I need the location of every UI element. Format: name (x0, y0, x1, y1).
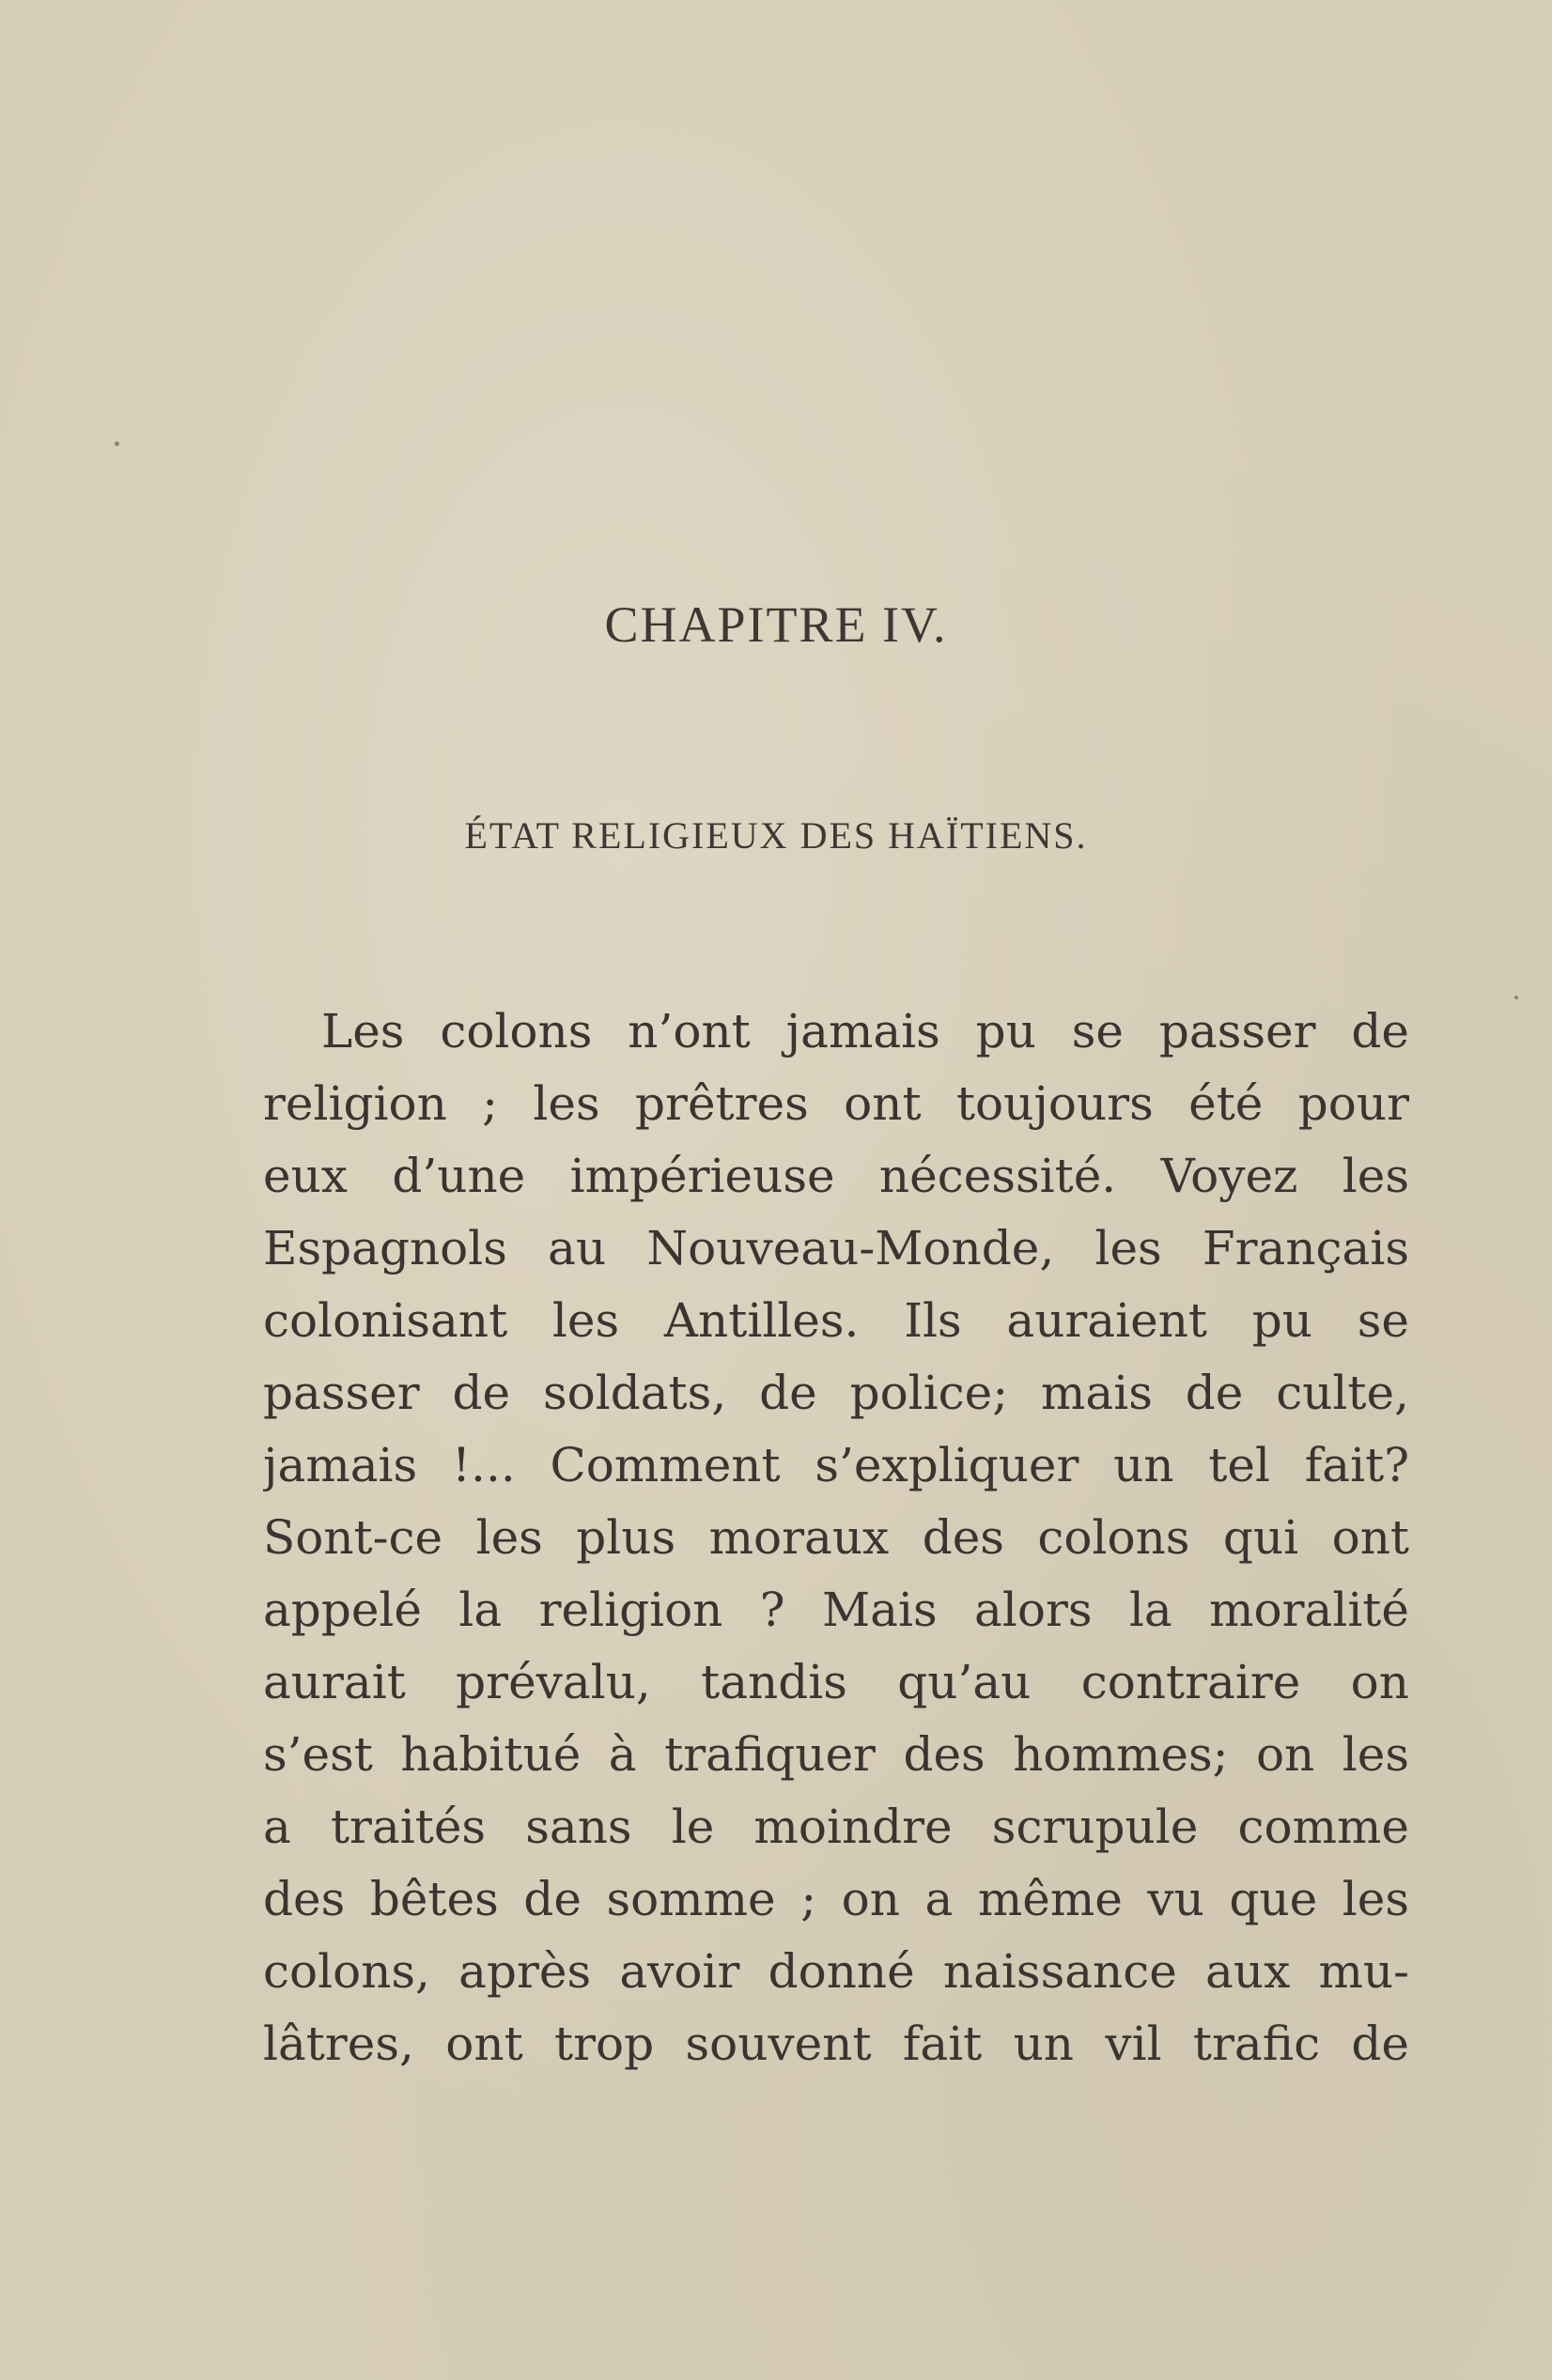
text-line: des bêtes de somme ; on a même vu que les (263, 1872, 1409, 1926)
paper-speck (115, 441, 119, 446)
chapter-heading: CHAPITRE IV. (604, 596, 948, 653)
text-line: jamais !... Comment s’expliquer un tel fait? (263, 1438, 1409, 1492)
text-line: passer de soldats, de police; mais de culte, (263, 1366, 1409, 1420)
text-line: colons, après avoir donné naissance aux mu- (263, 1944, 1409, 1999)
text-line: aurait prévalu, tandis qu’au contraire on (263, 1655, 1409, 1709)
text-line: appelé la religion ? Mais alors la moralité (263, 1583, 1409, 1637)
text-line: s’est habitué à trafiquer des hommes; on les (263, 1727, 1409, 1782)
text-line: lâtres, ont trop souvent fait un vil trafic de (263, 2017, 1409, 2071)
text-line: colonisant les Antilles. Ils auraient pu se (263, 1293, 1409, 1348)
text-line: Sont-ce les plus moraux des colons qui ont (263, 1510, 1409, 1565)
text-line: Les colons n’ont jamais pu se passer de (321, 1004, 1409, 1059)
paper-speck (1514, 996, 1518, 999)
body-paragraph (263, 996, 1409, 2080)
chapter-subheading: ÉTAT RELIGIEUX DES HAÏTIENS. (464, 814, 1088, 857)
text-line: religion ; les prêtres ont toujours été pour (263, 1076, 1409, 1131)
text-line: eux d’une impérieuse nécessité. Voyez les (263, 1149, 1409, 1203)
text-line: Espagnols au Nouveau-Monde, les Français (263, 1221, 1409, 1275)
text-line: a traités sans le moindre scrupule comme (263, 1800, 1409, 1854)
